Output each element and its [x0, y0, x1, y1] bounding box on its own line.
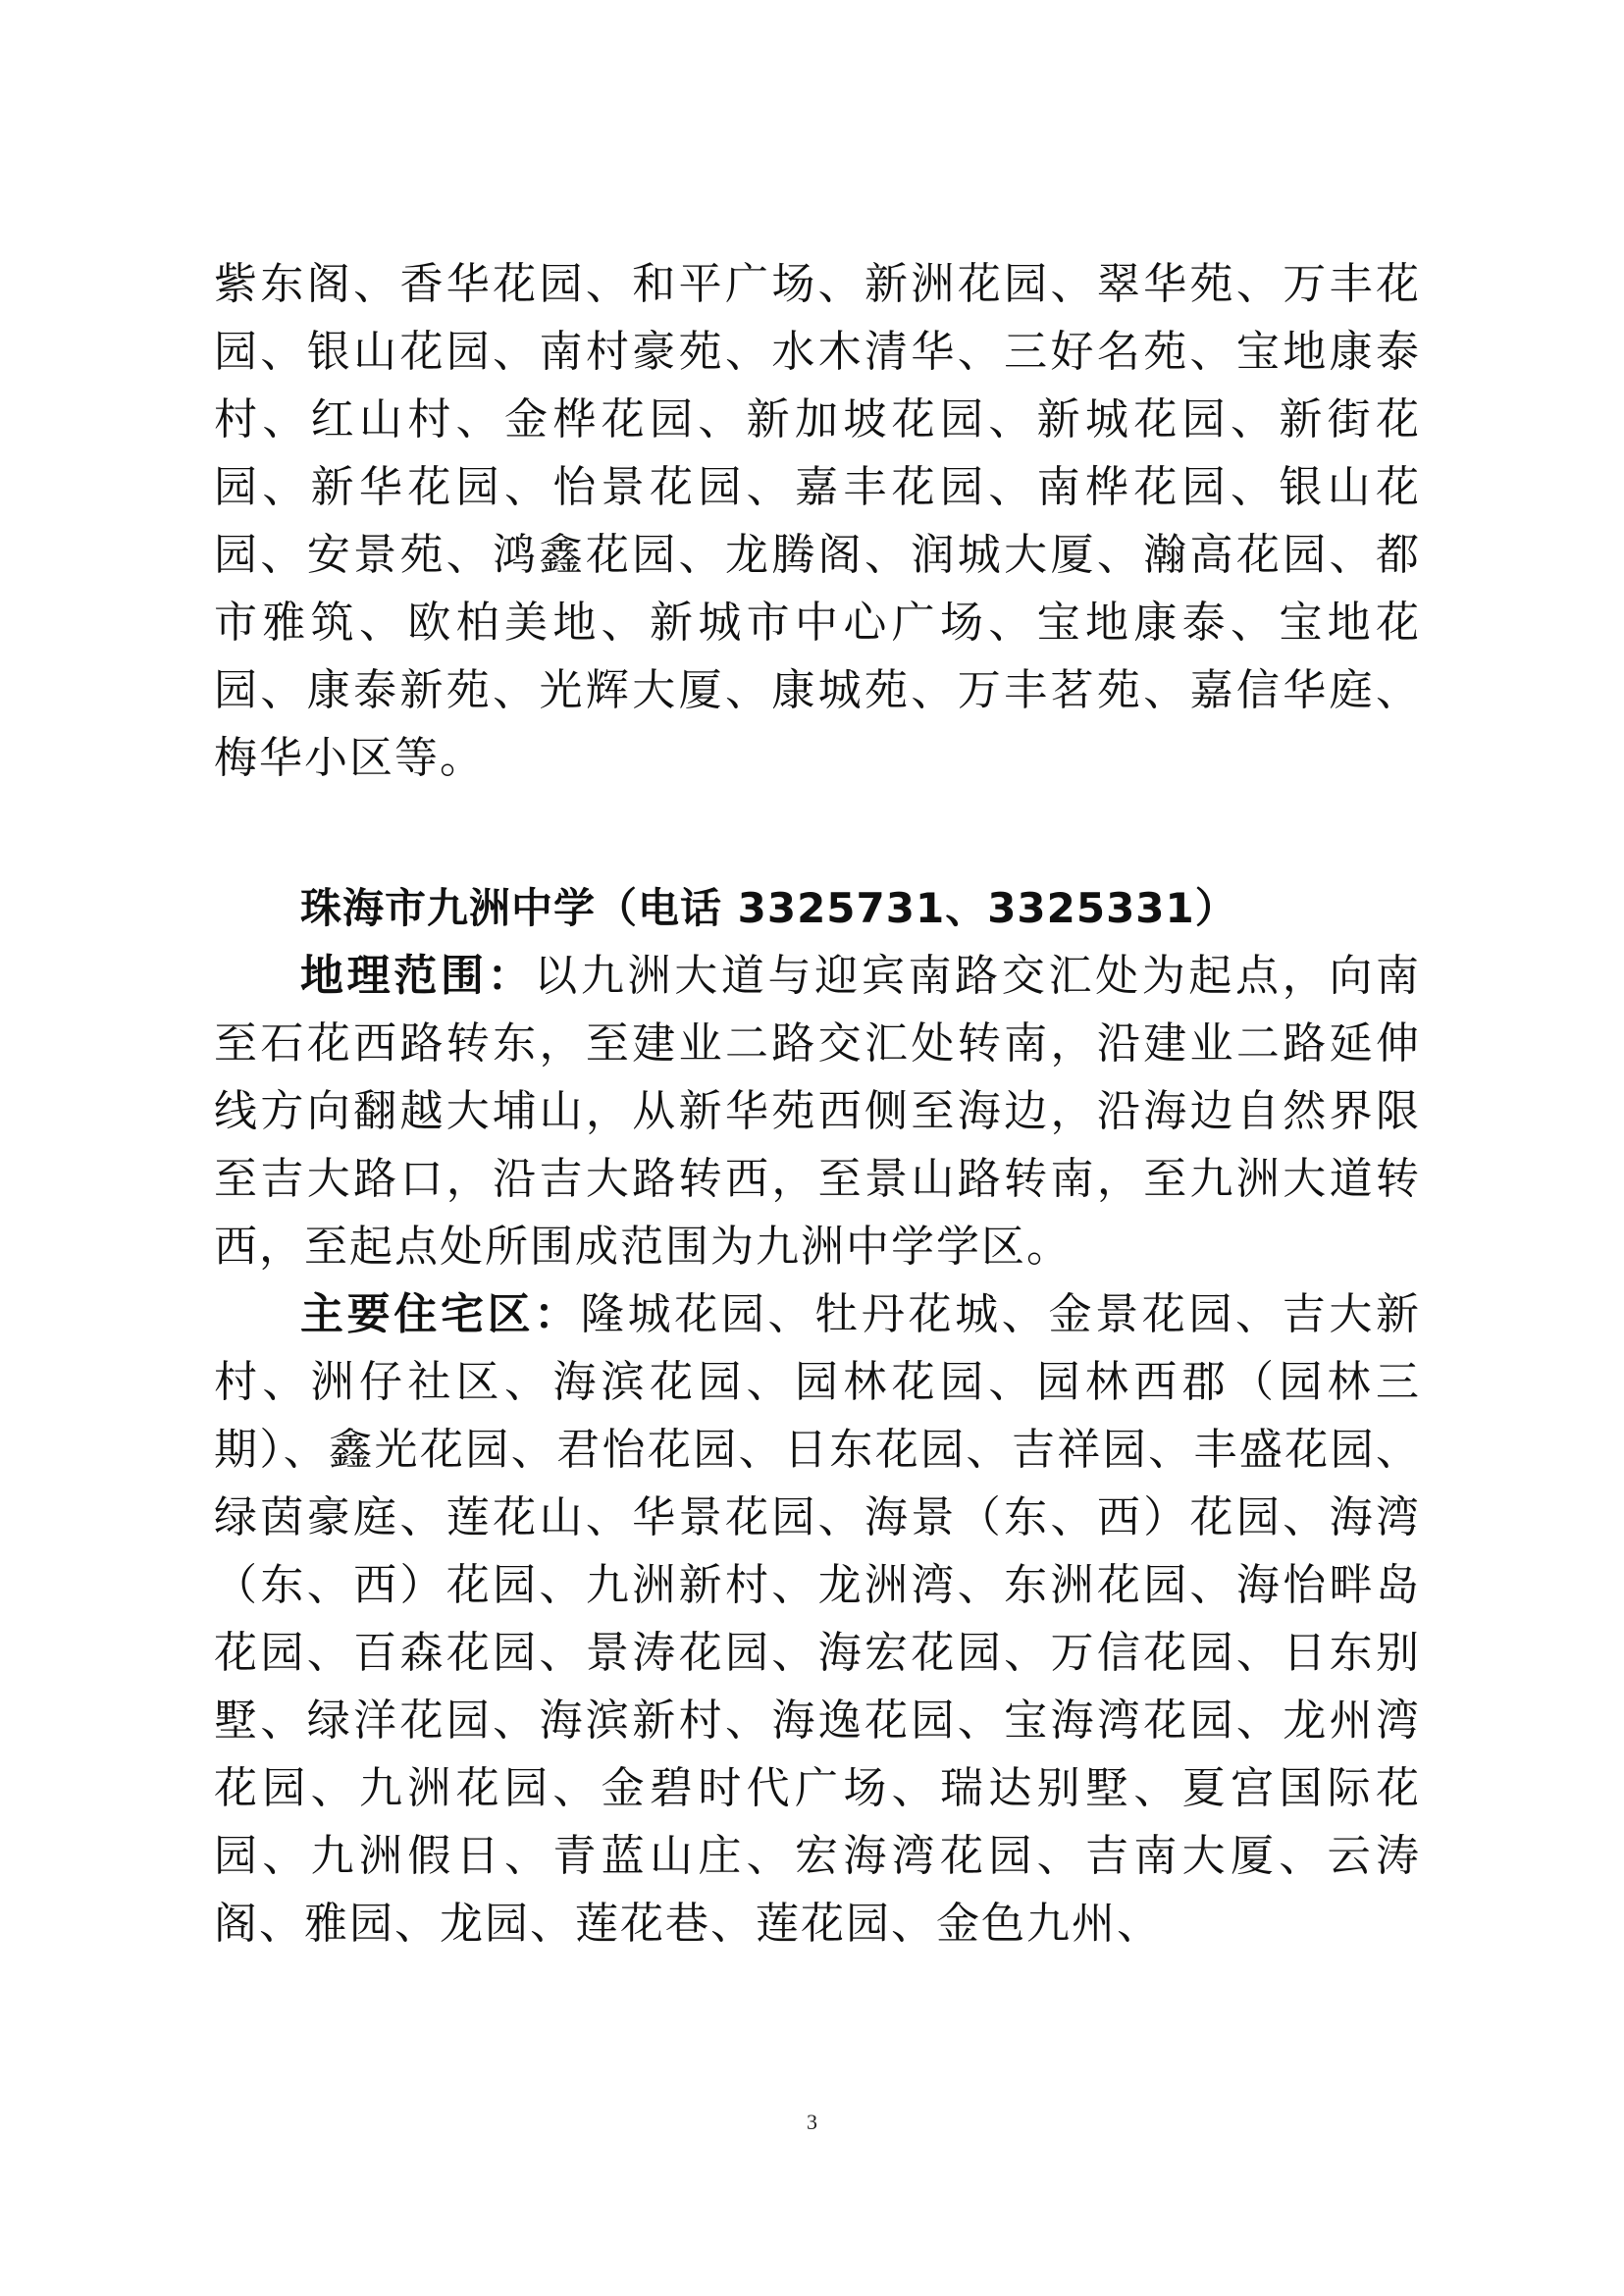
- residential-label: 主要住宅区：: [300, 1289, 581, 1339]
- continued-residential-list: 紫东阁、香华花园、和平广场、新洲花园、翠华苑、万丰花园、银山花园、南村豪苑、水木清华、三好名苑、宝地康泰村、红山村、金桦花园、新加坡花园、新城花园、新街花园、新华花园、怡景花园、嘉丰花园、南桦花园、银山花园、安景苑、鸿鑫花园、龙腾阁、润城大厦、瀚高花园、都市雅筑、欧柏美地、新城市中心广场、宝地康泰、宝地花园、康泰新苑、光辉大厦、康城苑、万丰茗苑、嘉信华庭、梅华小区等。: [214, 259, 1421, 783]
- school-heading: 珠海市九洲中学（电话 3325731、3325331）: [300, 884, 1237, 932]
- geo-range-label: 地理范围：: [300, 951, 535, 1001]
- page-number: 3: [807, 2110, 817, 2134]
- residential-text: 隆城花园、牡丹花城、金景花园、吉大新村、洲仔社区、海滨花园、园林花园、园林西郡（园林三期）、鑫光花园、君怡花园、日东花园、吉祥园、丰盛花园、绿茵豪庭、莲花山、华景花园、海景（东、西）花园、海湾（东、西）花园、九洲新村、龙洲湾、东洲花园、海怡畔岛花园、百森花园、景涛花园、海宏花园、万信花园、日东别墅、绿洋花园、海滨新村、海逸花园、宝海湾花园、龙州湾花园、九洲花园、金碧时代广场、瑞达别墅、夏宫国际花园、九洲假日、青蓝山庄、宏海湾花园、吉南大厦、云涛阁、雅园、龙园、莲花巷、莲花园、金色九州、: [214, 1289, 1422, 1949]
- page-content: [214, 250, 1421, 1957]
- geo-range-paragraph: [214, 942, 1421, 1280]
- geo-range-text: 以九洲大道与迎宾南路交汇处为起点，向南至石花西路转东，至建业二路交汇处转南，沿建业二路延伸线方向翻越大埔山，从新华苑西侧至海边，沿海边自然界限至吉大路口，沿吉大路转西，至景山路转南，至九洲大道转西，至起点处所围成范围为九洲中学学区。: [214, 951, 1422, 1272]
- residential-paragraph: [214, 1280, 1421, 1957]
